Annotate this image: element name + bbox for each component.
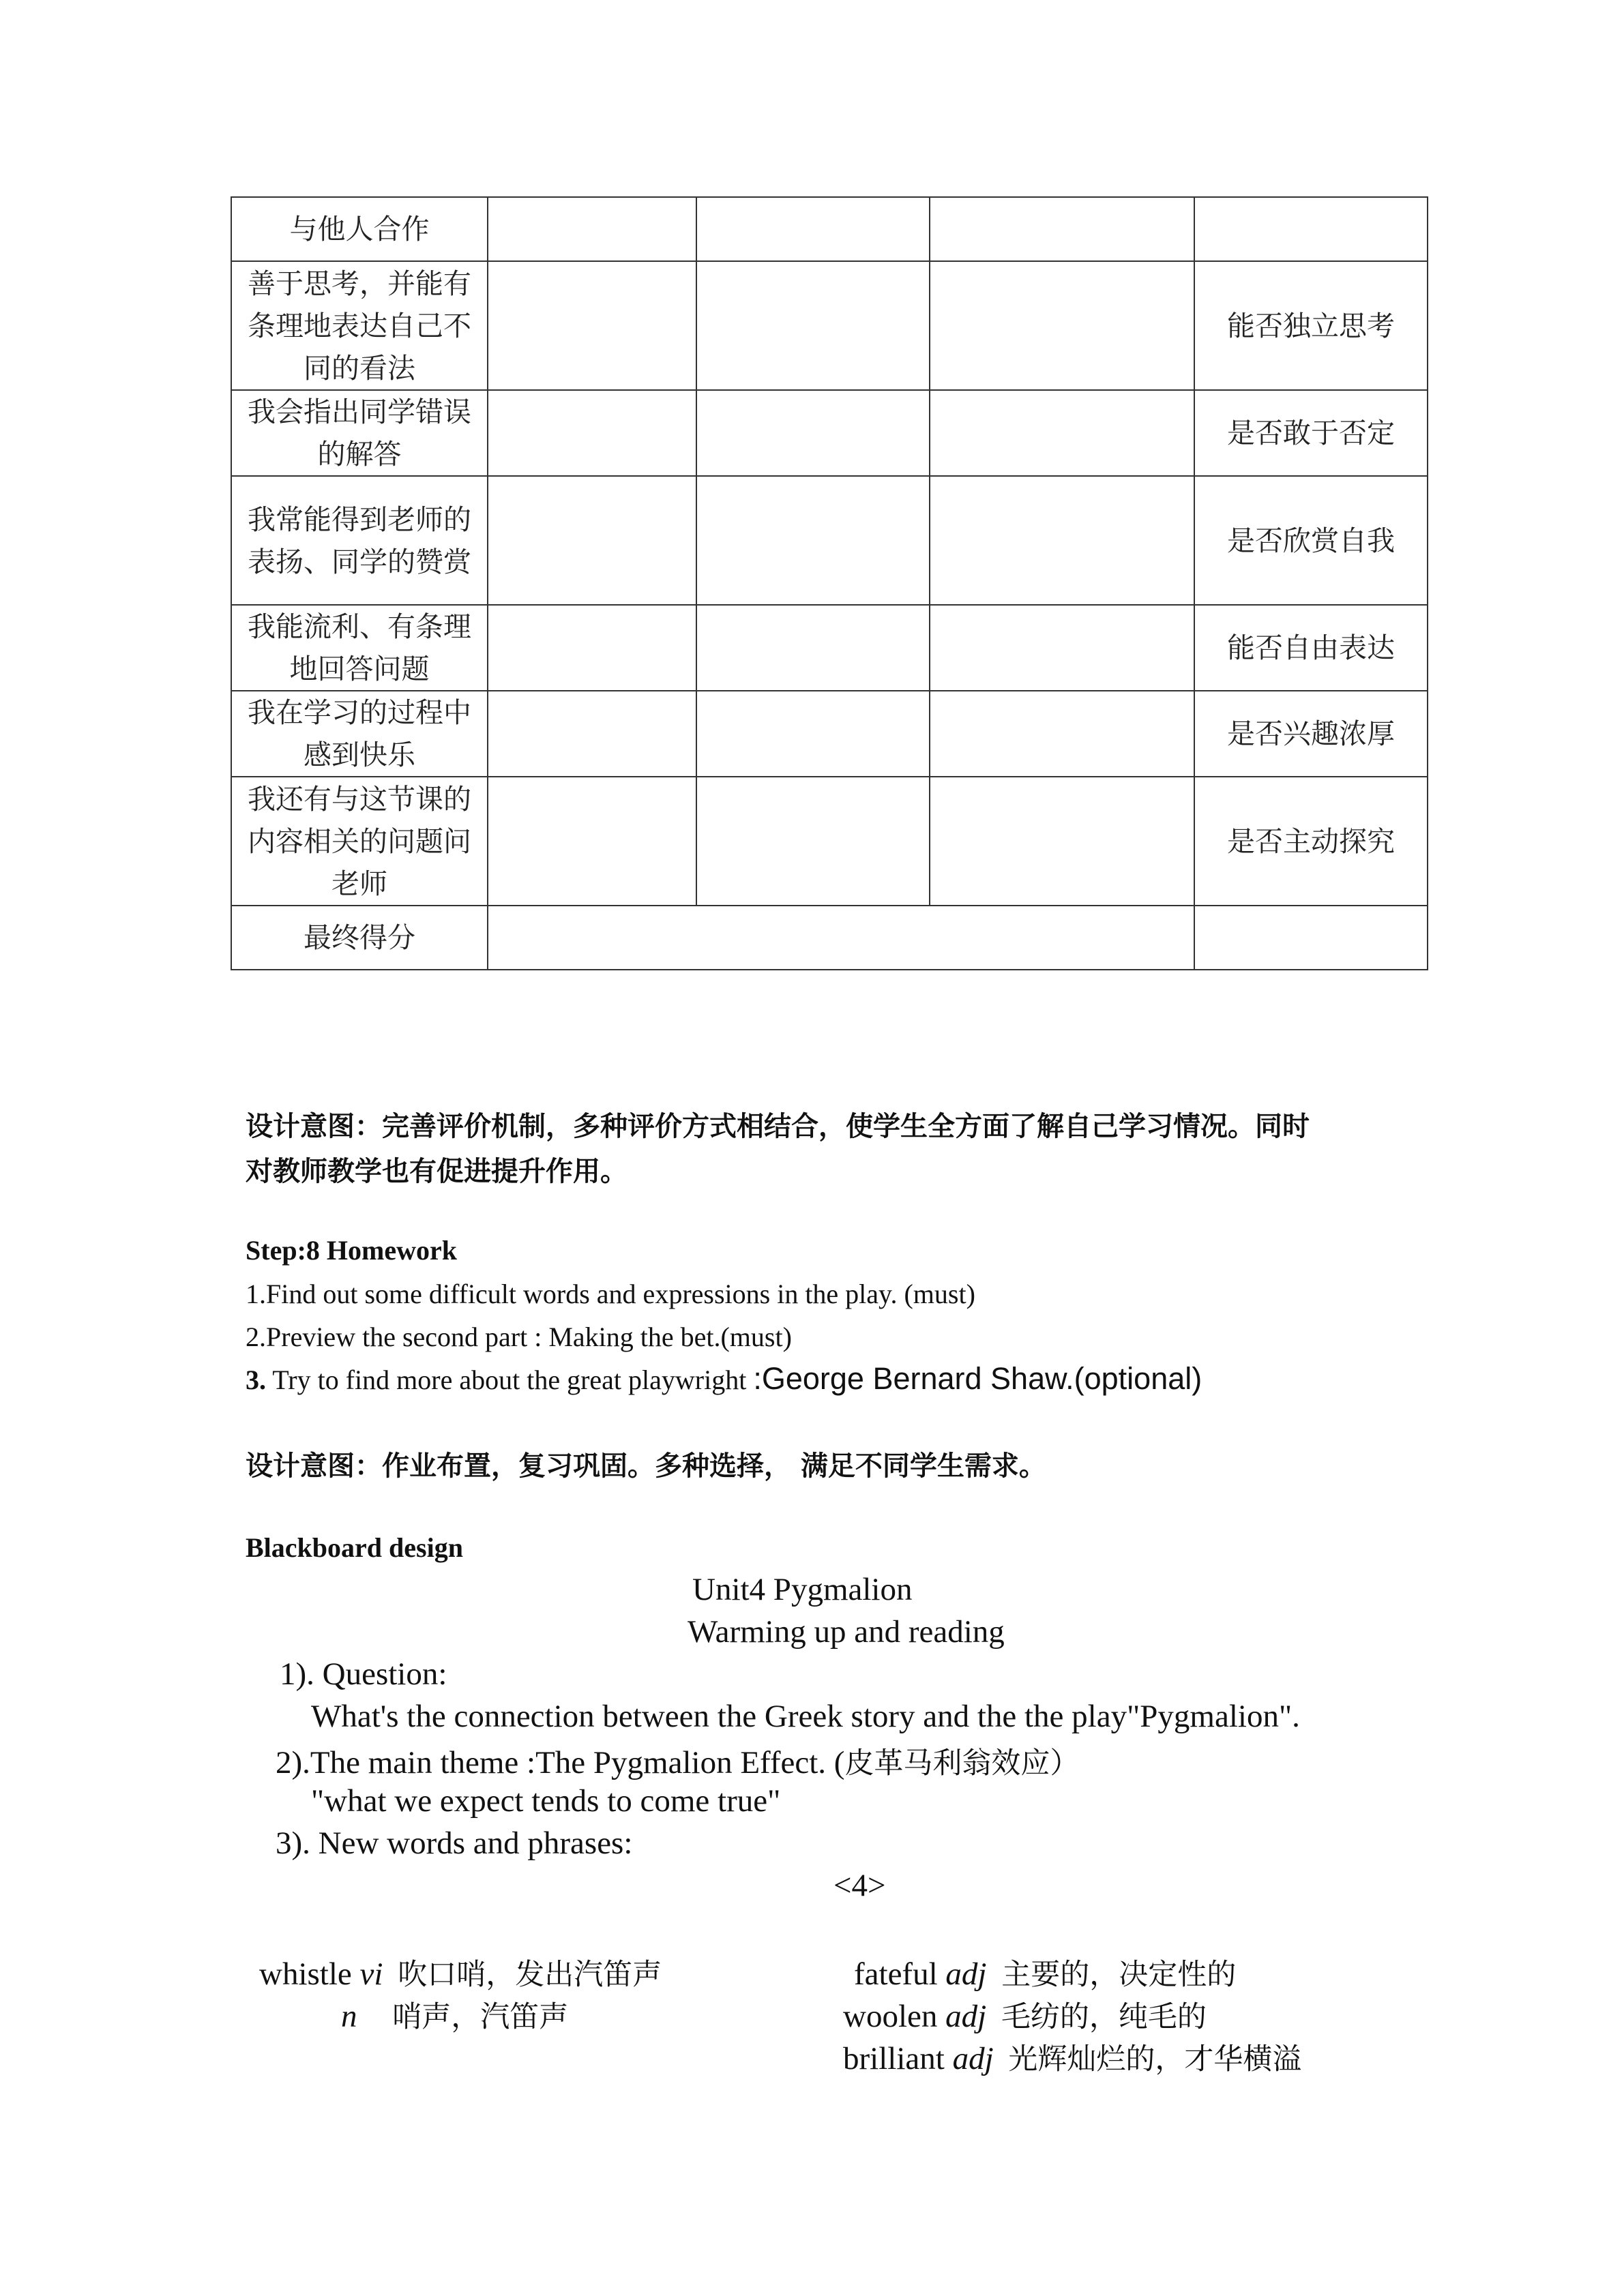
main-theme [276,1740,1079,1782]
note-cell [1194,197,1428,261]
design-intent-line-1: 设计意图：完善评价机制，多种评价方式相结合，使学生全方面了解自己学习情况。同时 [246,1111,1310,1142]
table-row [231,777,1428,906]
table-row [231,197,1428,261]
score-cell [930,476,1194,605]
design-intent-2: 设计意图：作业布置，复习巩固。多种选择， 满足不同学生需求。 [246,1450,1046,1482]
vocab-pos: n [341,1999,357,2034]
vocab-meaning: 毛纺的，纯毛的 [1001,2000,1207,2034]
criterion-cell: 善于思考，并能有条理地表达自己不同的看法 [231,261,488,390]
note-cell [1194,906,1428,970]
blackboard-subtitle: Warming up and reading [688,1614,1005,1650]
score-cell [696,261,930,390]
criterion-cell: 我能流利、有条理地回答问题 [231,605,488,691]
vocab-item [259,1952,662,1993]
vocab-meaning: 吹口哨，发出汽笛声 [398,1958,662,1992]
score-cell [696,777,930,906]
score-cell [488,476,696,605]
vocab-meaning: 主要的，决定性的 [1001,1958,1237,1992]
note-cell: 是否兴趣浓厚 [1194,691,1428,777]
vocab-pos: adj [952,2041,994,2076]
score-cell [696,197,930,261]
blackboard-title: Unit4 Pygmalion [692,1572,913,1607]
note-cell: 是否敢于否定 [1194,390,1428,476]
vocab-word: brilliant [843,2041,945,2076]
note-cell: 是否主动探究 [1194,777,1428,906]
score-cell [488,691,696,777]
score-cell [930,197,1194,261]
final-score-cell [488,906,1194,970]
homework-item-1: 1.Find out some difficult words and expressions in the play. (must) [246,1279,975,1309]
vocab-meaning: 光辉灿烂的，才华横溢 [1008,2042,1302,2076]
vocab-word: fateful [854,1956,938,1992]
note-cell: 能否自由表达 [1194,605,1428,691]
score-cell [696,605,930,691]
score-cell [930,390,1194,476]
question-label: 1). Question: [280,1656,447,1692]
vocab-item [341,1994,568,2036]
score-cell [696,390,930,476]
table-row [231,390,1428,476]
vocab-pos: vi [359,1956,383,1992]
homework-item-3 [246,1361,1202,1397]
table-row [231,605,1428,691]
table-row [231,261,1428,390]
vocab-word: woolen [843,1999,938,2034]
vocab-item [843,1994,1207,2036]
score-cell [930,261,1194,390]
homework-item-3-text: Try to find more about the great playwright [266,1365,754,1395]
score-cell [488,605,696,691]
vocab-meaning: 哨声，汽笛声 [392,2000,569,2034]
homework-item-3-tail: :George Bernard Shaw.(optional) [753,1361,1202,1396]
main-theme-cn: 皮革马利翁效应） [844,1746,1080,1780]
homework-item-2: 2.Preview the second part : Making the bet.(must) [246,1322,792,1352]
vocab-pos: adj [945,1956,987,1992]
homework-item-3-number: 3. [246,1365,266,1395]
note-cell: 是否欣赏自我 [1194,476,1428,605]
design-intent-line-2: 对教师教学也有促进提升作用。 [246,1156,628,1187]
score-cell [488,261,696,390]
homework-heading: Step:8 Homework [246,1235,457,1266]
criterion-cell: 与他人合作 [231,197,488,261]
score-cell [696,476,930,605]
vocab-item [854,1952,1236,1993]
final-score-label: 最终得分 [231,906,488,970]
question-text: What's the connection between the Greek story and the the play"Pygmalion". [311,1699,1300,1734]
score-cell [930,691,1194,777]
table-row [231,691,1428,777]
vocab-word: whistle [259,1956,352,1992]
score-cell [488,777,696,906]
vocab-item [843,2036,1301,2078]
new-words-label: 3). New words and phrases: [276,1825,633,1861]
criterion-cell: 我会指出同学错误的解答 [231,390,488,476]
vocab-pos: adj [945,1999,987,2034]
score-cell [488,197,696,261]
criterion-cell: 我在学习的过程中感到快乐 [231,691,488,777]
page-marker: <4> [833,1868,886,1903]
score-cell [930,605,1194,691]
main-theme-label: 2).The main theme :The Pygmalion Effect. ( [276,1745,845,1780]
score-cell [696,691,930,777]
criterion-cell: 我还有与这节课的内容相关的问题问老师 [231,777,488,906]
blackboard-heading: Blackboard design [246,1532,463,1563]
criterion-cell: 我常能得到老师的表扬、同学的赞赏 [231,476,488,605]
evaluation-table [231,196,1428,970]
score-cell [930,777,1194,906]
score-cell [488,390,696,476]
final-score-row [231,906,1428,970]
main-theme-quote: "what we expect tends to come true" [311,1783,781,1819]
table-row [231,476,1428,605]
note-cell: 能否独立思考 [1194,261,1428,390]
